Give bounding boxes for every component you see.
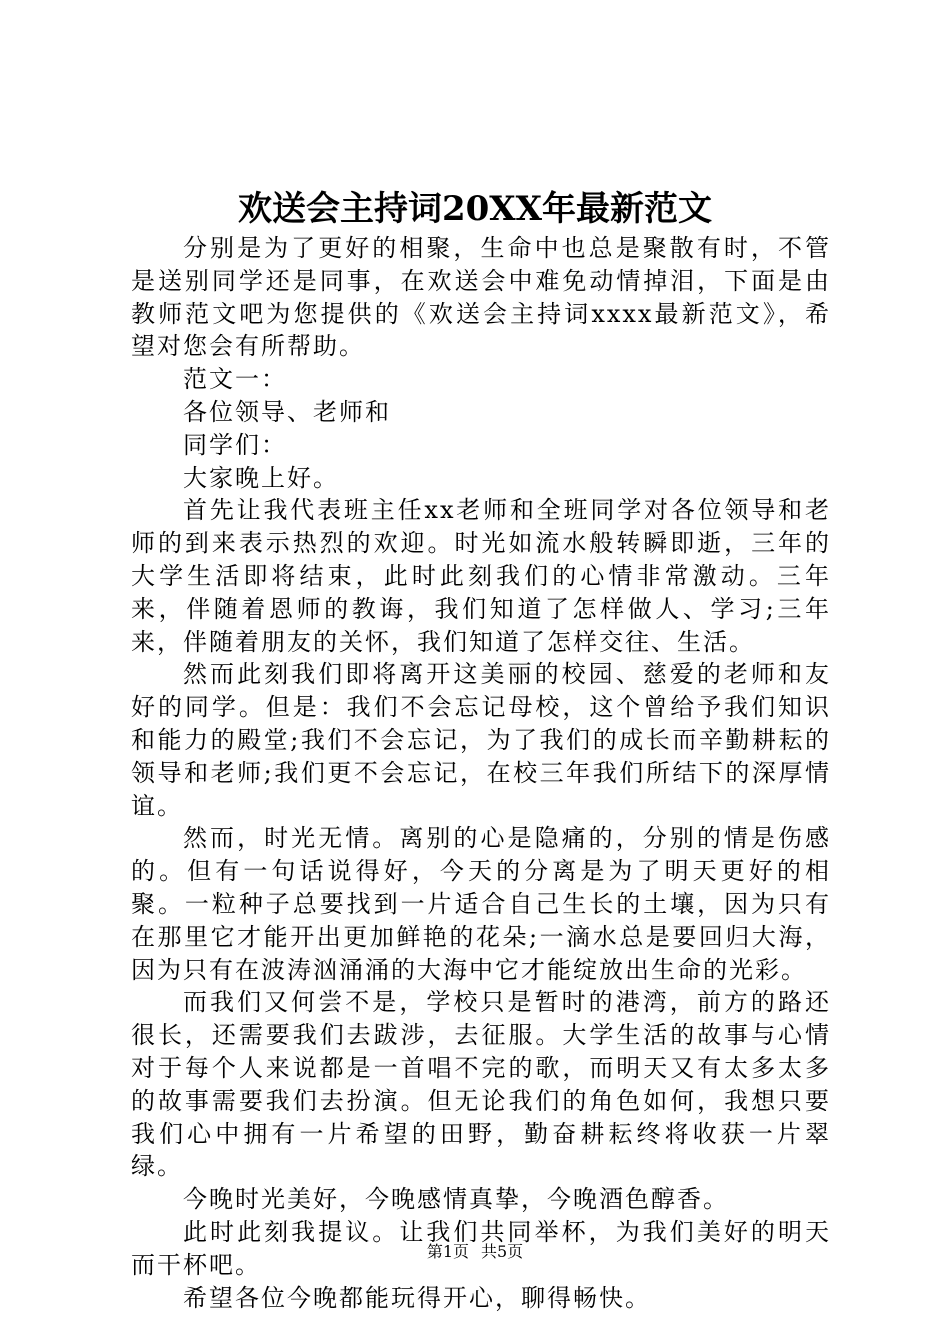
paragraph-toast: 此时此刻我提议。让我们共同举杯，为我们美好的明天而干杯吧。 xyxy=(131,1217,831,1279)
document-body xyxy=(131,232,831,1314)
paragraph-good-evening: 大家晚上好。 xyxy=(183,463,339,492)
paragraph-greeting-classmates: 同学们： xyxy=(183,430,287,459)
paragraph-harbor: 而我们又何尝不是，学校只是暂时的港湾，前方的路还很长，还需要我们去跋涉，去征服。大学生活的故事与心情对于每个人来说都是一首唱不完的歌，而明天又有太多太多的故事需要我们去扮演。但无论我们的角色如何，我想只要我们心中拥有一片希望的田野，勤奋耕耘终将收获一片翠绿。 xyxy=(131,988,831,1181)
paragraph-welcome: 首先让我代表班主任xx老师和全班同学对各位领导和老师的到来表示热烈的欢迎。时光如流水般转瞬即逝，三年的大学生活即将结束，此时此刻我们的心情非常激动。三年来，伴随着恩师的教诲，我们知道了怎样做人、学习;三年来，伴随着朋友的关怀，我们知道了怎样交往、生活。 xyxy=(131,496,831,656)
paragraph-intro: 分别是为了更好的相聚，生命中也总是聚散有时，不管是送别同学还是同事，在欢送会中难免动情掉泪，下面是由教师范文吧为您提供的《欢送会主持词xxxx最新范文》，希望对您会有所帮助。 xyxy=(131,234,831,361)
paragraph-sample-heading: 范文一： xyxy=(183,365,287,394)
paragraph-leaving-campus: 然而此刻我们即将离开这美丽的校园、慈爱的老师和友好的同学。但是：我们不会忘记母校，这个曾给予我们知识和能力的殿堂;我们不会忘记，为了我们的成长而辛勤耕耘的领导和老师;我们更不会忘记，在校三年我们所结下的深厚情谊。 xyxy=(131,660,831,820)
page-footer xyxy=(0,1240,950,1264)
page-number: 第1页 xyxy=(426,1242,469,1261)
paragraph-greeting-leaders: 各位领导、老师和 xyxy=(183,397,391,426)
document-title: 欢送会主持词20XX年最新范文 xyxy=(237,189,713,229)
paragraph-parting: 然而，时光无情。离别的心是隐痛的，分别的情是伤感的。但有一句话说得好，今天的分离是为了明天更好的相聚。一粒种子总要找到一片适合自己生长的土壤，因为只有在那里它才能开出更加鲜艳的花朵;一滴水总是要回归大海，因为只有在波涛汹涌涌的大海中它才能绽放出生命的光彩。 xyxy=(131,824,831,984)
paragraph-closing: 希望各位今晚都能玩得开心，聊得畅快。 xyxy=(183,1283,651,1312)
page-total: 共5页 xyxy=(481,1242,524,1261)
paragraph-tonight: 今晚时光美好，今晚感情真挚，今晚酒色醇香。 xyxy=(183,1185,729,1214)
